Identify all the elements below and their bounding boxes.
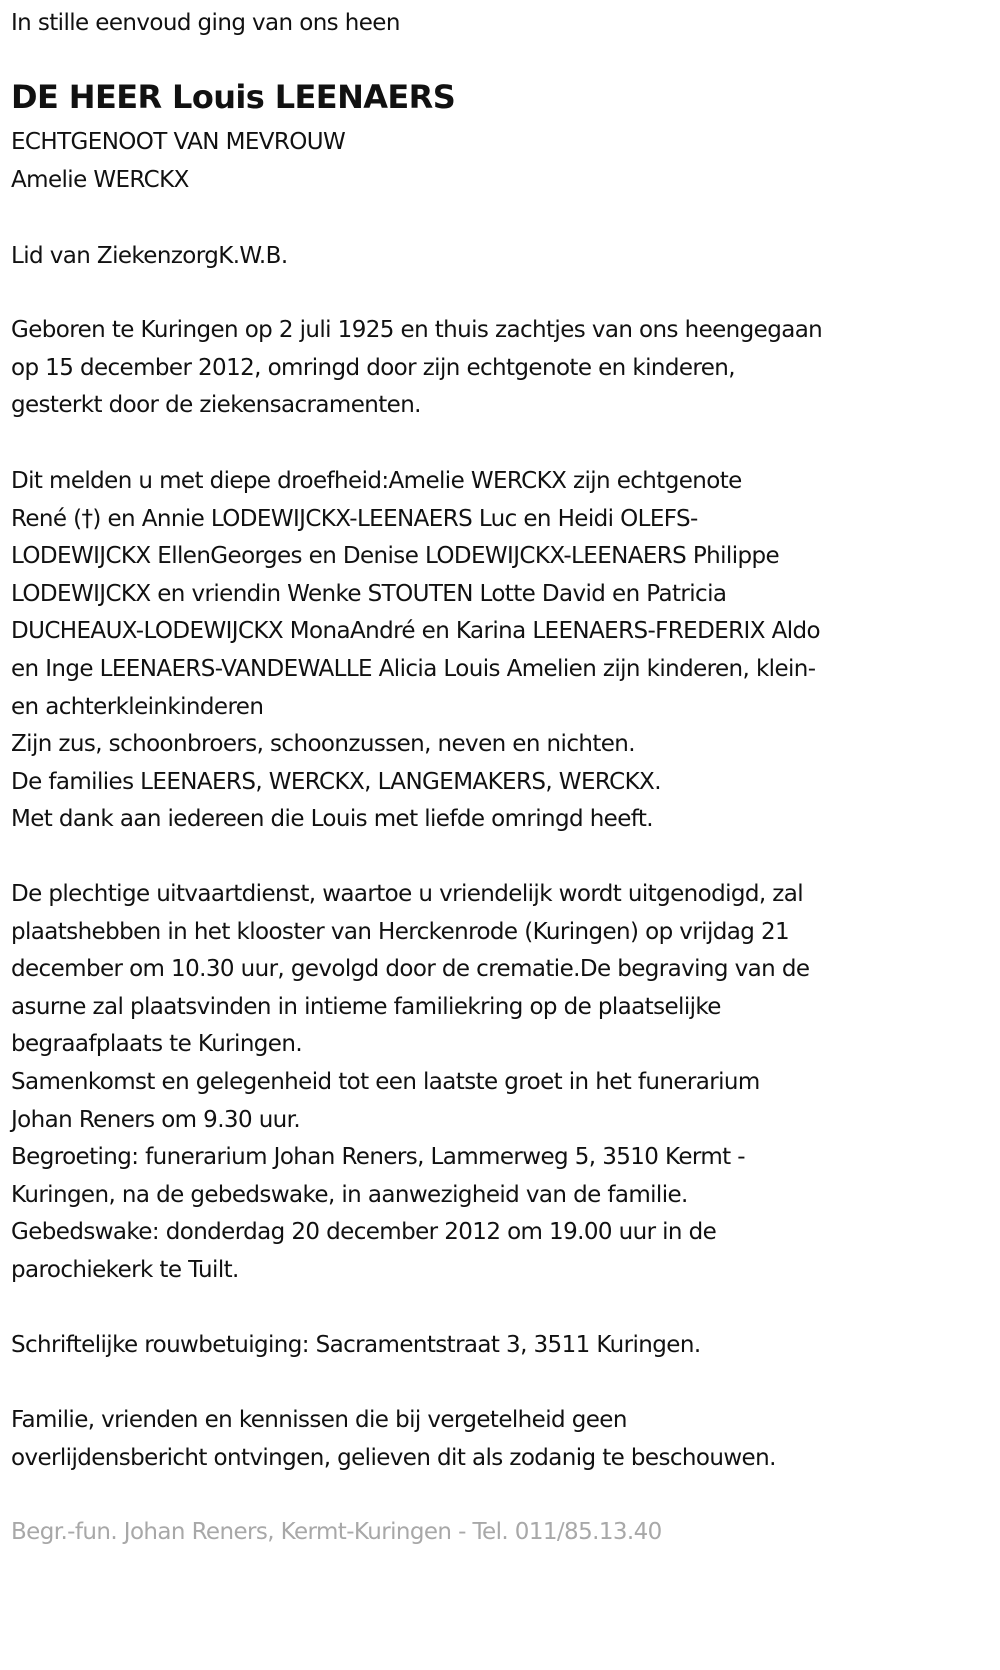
spouse-block [11,124,345,199]
notice-paragraph [11,1402,776,1477]
text-line: asurne zal plaatsvinden in intieme familiekring op de plaatselijke [11,993,721,1020]
text-line: en Inge LEENAERS-VANDEWALLE Alicia Louis Amelien zijn kinderen, klein- [11,655,816,682]
family-paragraph [11,463,820,839]
text-line: begraafplaats te Kuringen. [11,1031,303,1058]
text-line: Begroeting: funerarium Johan Reners, Lammerweg 5, 3510 Kermt - [11,1144,746,1171]
text-line: LODEWIJCKX EllenGeorges en Denise LODEWIJCKX-LEENAERS Philippe [11,543,780,570]
text-line: op 15 december 2012, omringd door zijn echtgenote en kinderen, [11,354,735,381]
membership: Lid van ZiekenzorgK.W.B. [11,243,288,269]
text-line: plaatshebben in het klooster van Herckenrode (Kuringen) op vrijdag 21 [11,918,790,945]
text-line: parochiekerk te Tuilt. [11,1256,239,1283]
text-line: Dit melden u met diepe droefheid:Amelie WERCKX zijn echtgenote [11,468,742,494]
text-line: gesterkt door de ziekensacramenten. [11,392,421,419]
text-line: Kuringen, na de gebedswake, in aanwezigheid van de familie. [11,1181,688,1208]
text-line: Gebedswake: donderdag 20 december 2012 om 19.00 uur in de [11,1219,717,1246]
spouse-label: ECHTGENOOT VAN MEVROUW [11,129,346,155]
deceased-name: DE HEER Louis LEENAERS [11,78,456,116]
text-line: december om 10.30 uur, gevolgd door de crematie.De begraving van de [11,956,810,983]
text-line: Familie, vrienden en kennissen die bij vergetelheid geen [11,1407,627,1433]
text-line: Met dank aan iedereen die Louis met liefde omringd heeft. [11,806,654,833]
text-line: Samenkomst en gelegenheid tot een laatste groet in het funerarium [11,1068,760,1095]
service-paragraph [11,876,809,1290]
spouse-name: Amelie WERCKX [11,166,189,193]
birth-death-paragraph [11,312,822,425]
condolence-address: Schriftelijke rouwbetuiging: Sacramentstraat 3, 3511 Kuringen. [11,1332,701,1358]
text-line: Geboren te Kuringen op 2 juli 1925 en thuis zachtjes van ons heengegaan [11,317,823,343]
text-line: overlijdensbericht ontvingen, gelieven dit als zodanig te beschouwen. [11,1444,776,1471]
text-line: René (†) en Annie LODEWIJCKX-LEENAERS Luc en Heidi OLEFS- [11,505,698,532]
text-line: De plechtige uitvaartdienst, waartoe u vriendelijk wordt uitgenodigd, zal [11,881,804,907]
intro-line: In stille eenvoud ging van ons heen [11,10,400,36]
text-line: en achterkleinkinderen [11,693,264,720]
text-line: Johan Reners om 9.30 uur. [11,1106,301,1133]
text-line: LODEWIJCKX en vriendin Wenke STOUTEN Lotte David en Patricia [11,580,727,607]
text-line: De families LEENAERS, WERCKX, LANGEMAKERS, WERCKX. [11,768,661,795]
text-line: DUCHEAUX-LODEWIJCKX MonaAndré en Karina LEENAERS-FREDERIX Aldo [11,618,820,645]
text-line: Zijn zus, schoonbroers, schoonzussen, neven en nichten. [11,731,635,758]
funeral-home-footer: Begr.-fun. Johan Reners, Kermt-Kuringen - Tel. 011/85.13.40 [11,1519,662,1545]
